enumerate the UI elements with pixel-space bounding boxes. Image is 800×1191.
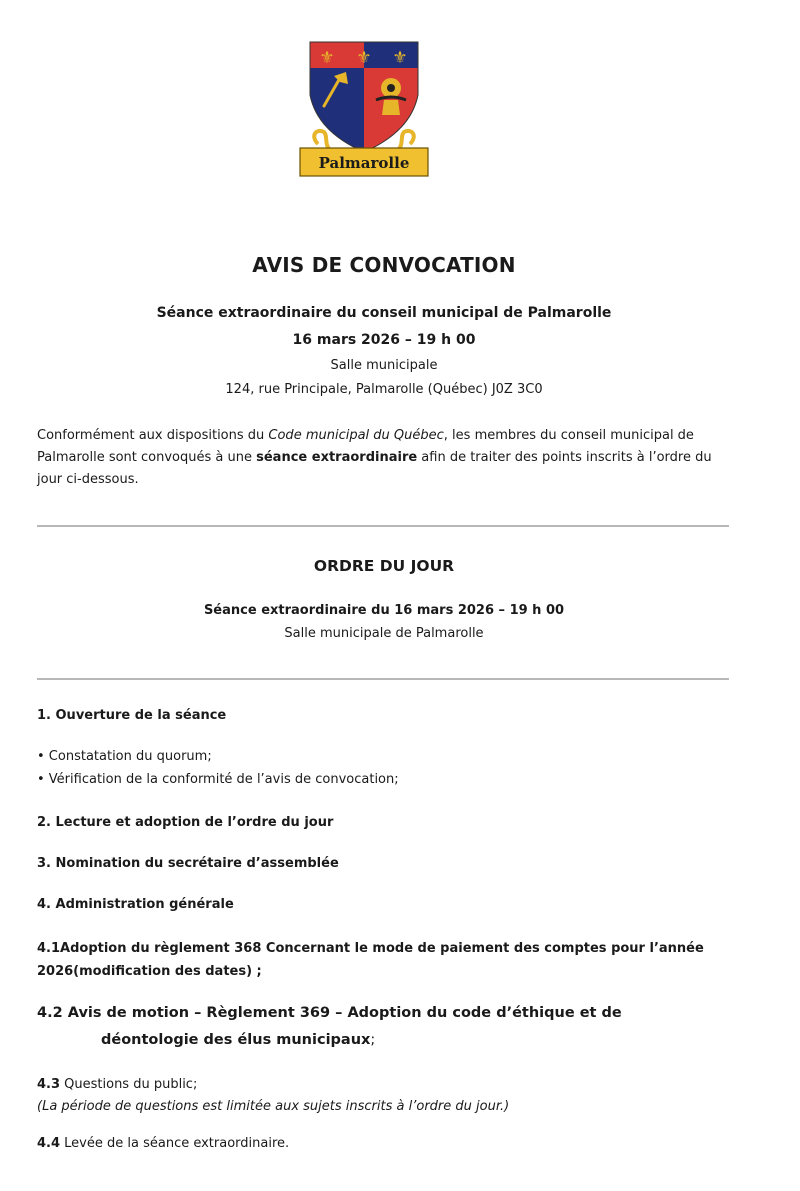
agenda-bullet: • Vérification de la conformité de l’avis de convocation; (37, 772, 399, 787)
agenda-venue: Salle municipale de Palmarolle (284, 626, 484, 641)
page-title: AVIS DE CONVOCATION (252, 253, 516, 277)
agenda-bullet: • Constatation du quorum; (37, 749, 212, 764)
agenda-item-3: 3. Nomination du secrétaire d’assemblée (37, 856, 339, 871)
scroll-left (314, 131, 330, 150)
agenda-item-4-2-line1: 4.2 Avis de motion – Règlement 369 – Adoption du code d’éthique et de (37, 1005, 622, 1021)
session-venue: Salle municipale (330, 358, 438, 373)
agenda-item-4-1: 4.1Adoption du règlement 368 Concernant le mode de paiement des comptes pour l’année 2026(modification des dates) ; (37, 941, 704, 979)
scroll-right (398, 131, 414, 150)
agenda-item-4-3 (37, 1074, 509, 1118)
fleur-de-lis-icon (319, 48, 407, 68)
agenda-item-4: 4. Administration générale (37, 897, 234, 912)
session-name: Séance extraordinaire du conseil municipal de Palmarolle (156, 305, 612, 321)
intro-text: Conformément aux dispositions du (37, 428, 269, 443)
agenda-item-4-3-note: (La période de questions est limitée aux sujets inscrits à l’ordre du jour.) (37, 1099, 510, 1114)
crest-banner-text: Palmarolle (318, 154, 410, 172)
intro-paragraph (37, 425, 737, 491)
agenda-item-4-2-line2: déontologie des élus municipaux (101, 1032, 371, 1048)
divider (37, 525, 729, 527)
agenda-item-4-4-number: 4.4 (37, 1136, 61, 1151)
agenda-item-4-4 (37, 1136, 289, 1151)
palmarolle-coat-of-arms-logo (296, 40, 432, 180)
shield-chief-right (364, 42, 418, 68)
svg-text:⚜: ⚜ (319, 48, 335, 68)
intro-text: , les membres du conseil municipal de Palmarolle sont convoqués à une (37, 428, 694, 465)
session-address: 124, rue Principale, Palmarolle (Québec) J0Z 3C0 (225, 382, 543, 397)
agenda-item-4-2-line2-wrap (37, 1027, 737, 1054)
intro-text: afin de traiter des points inscrits à l’ordre du jour ci-dessous. (37, 450, 712, 487)
divider (37, 678, 729, 680)
svg-text:⚜: ⚜ (356, 48, 372, 68)
agenda-item-4-4-text: Levée de la séance extraordinaire. (60, 1136, 290, 1151)
agenda-item-4-2 (37, 1000, 737, 1054)
agenda-title: ORDRE DU JOUR (313, 557, 455, 575)
agenda-item-4-3-number: 4.3 (37, 1077, 61, 1092)
intro-code-reference: Code municipal du Québec (268, 428, 444, 443)
session-datetime: 16 mars 2026 – 19 h 00 (292, 332, 476, 348)
agenda-item-4-3-text: Questions du public; (60, 1077, 198, 1092)
svg-text:⚜: ⚜ (392, 48, 408, 68)
agenda-session: Séance extraordinaire du 16 mars 2026 – 19 h 00 (203, 603, 565, 618)
agenda-item-1: 1. Ouverture de la séance (37, 708, 227, 723)
agenda-item-2: 2. Lecture et adoption de l’ordre du jour (37, 815, 334, 830)
agenda-item-4-2-end: ; (370, 1032, 376, 1048)
intro-emphasis: séance extraordinaire (256, 450, 418, 465)
